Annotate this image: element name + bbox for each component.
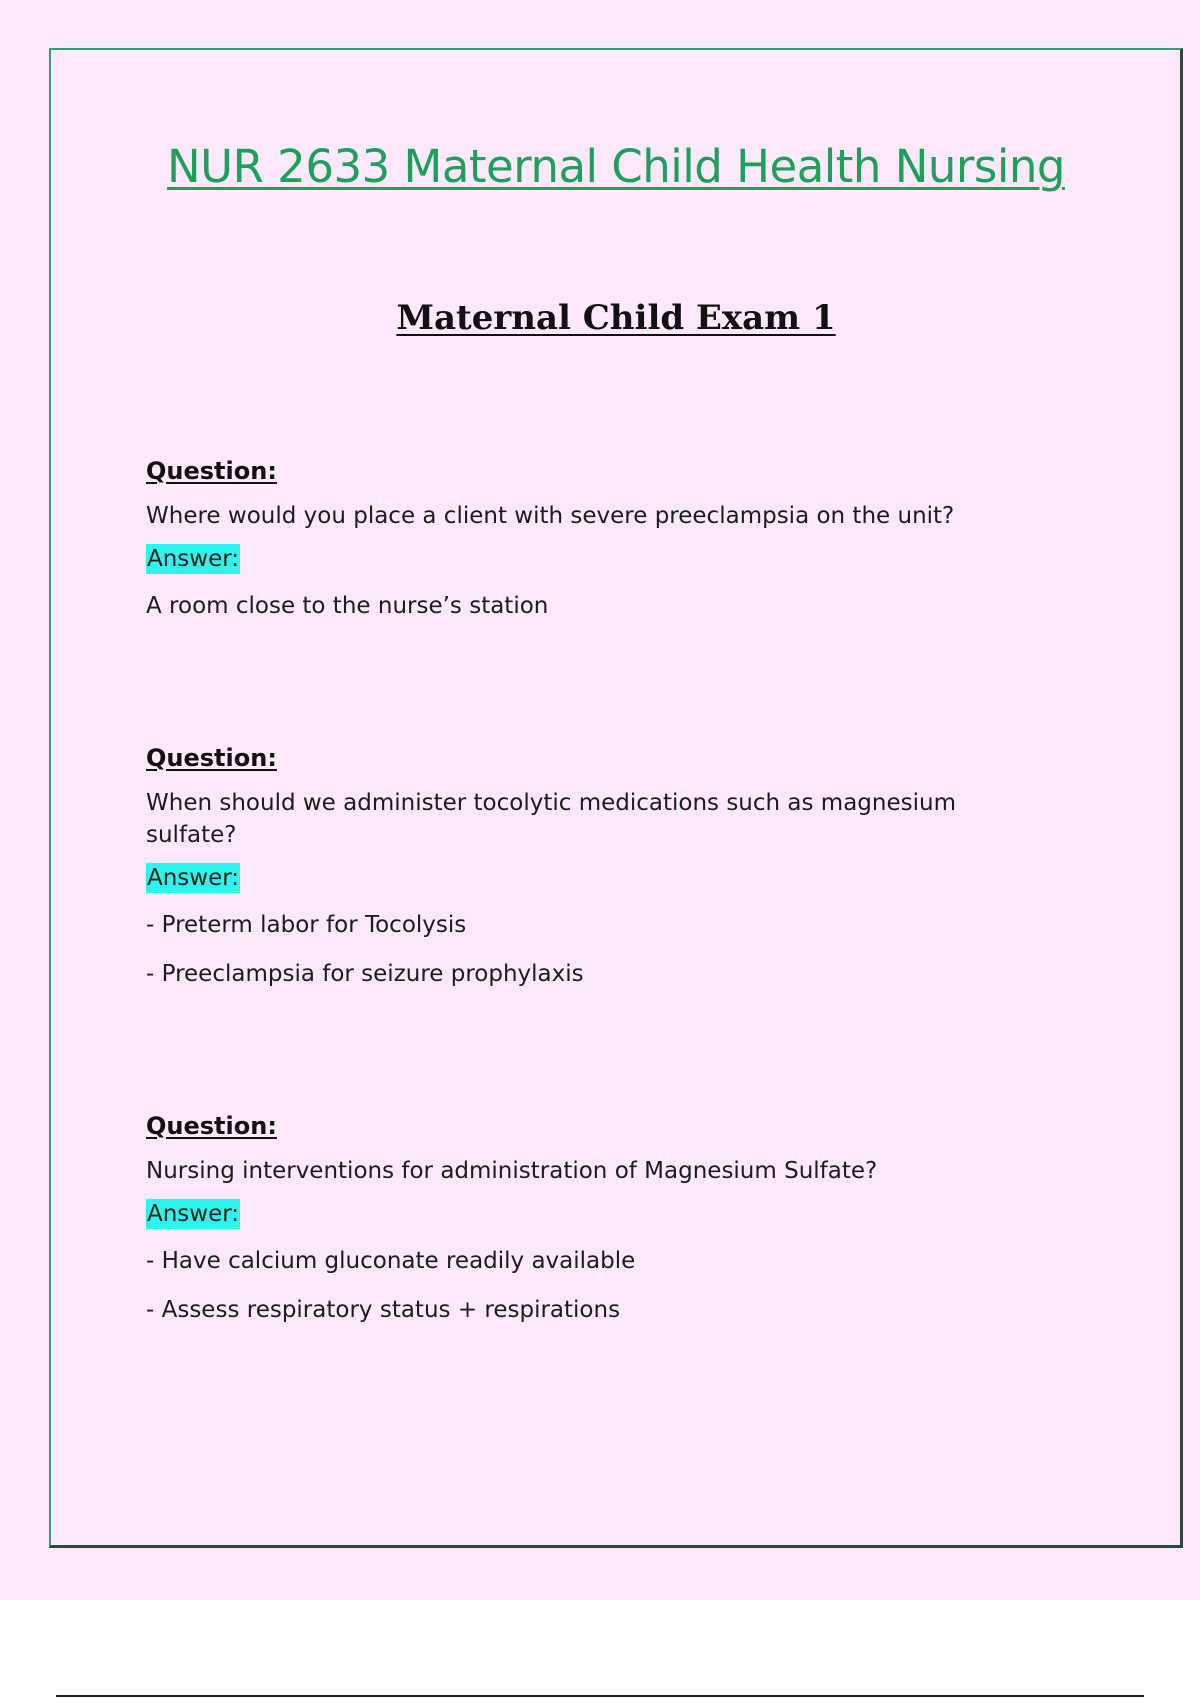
answer-label: Answer: <box>147 1201 240 1227</box>
question-text: Where would you place a client with severe preeclampsia on the unit? <box>146 503 955 529</box>
question-block-3 <box>146 1111 1046 1326</box>
answer-label: Answer: <box>147 865 240 891</box>
answer-line: - Assess respiratory status + respirations <box>146 1297 621 1323</box>
question-block-2 <box>146 743 1046 990</box>
answer-line: - Have calcium gluconate readily available <box>146 1248 636 1274</box>
exam-title: Maternal Child Exam 1 <box>396 298 836 338</box>
footer-rule <box>56 1695 1144 1697</box>
question-text: When should we administer tocolytic medications such as magnesium sulfate? <box>146 790 956 848</box>
answer-line: - Preterm labor for Tocolysis <box>146 912 467 938</box>
question-label: Question: <box>146 744 277 772</box>
answer-label: Answer: <box>147 546 240 572</box>
question-text: Nursing interventions for administration of Magnesium Sulfate? <box>146 1158 878 1184</box>
answer-line: A room close to the nurse’s station <box>146 593 549 619</box>
question-label: Question: <box>146 457 277 485</box>
question-label: Question: <box>146 1112 277 1140</box>
answer-line: - Preeclampsia for seizure prophylaxis <box>146 961 584 987</box>
course-title: NUR 2633 Maternal Child Health Nursing <box>167 140 1065 193</box>
question-block-1 <box>146 456 1046 622</box>
